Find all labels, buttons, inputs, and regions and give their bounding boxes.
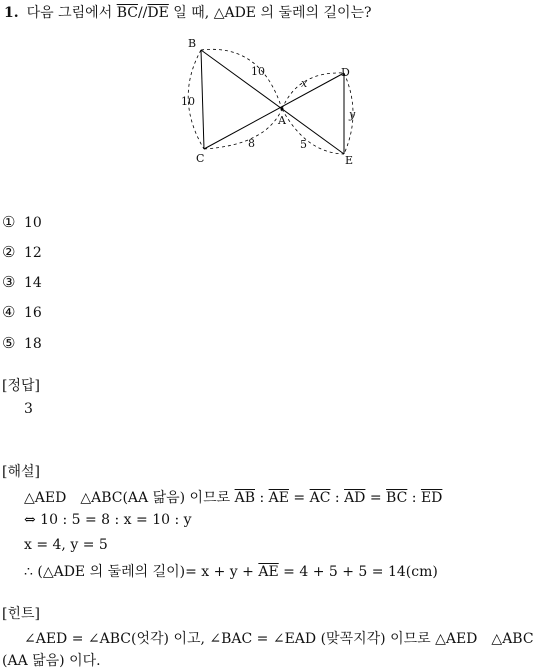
question-suffix: 일 때, △ADE 의 둘레의 길이는?: [173, 5, 372, 21]
question-title: [4, 2, 372, 22]
sol-equals: =: [288, 490, 310, 506]
length-ab: 10: [251, 65, 265, 78]
sol-seg-bc: $\overline{BC}$: [386, 490, 408, 506]
sol-seg-ae: $\overline{AE}$: [268, 490, 289, 506]
sol-triangle-aed: △AED: [24, 490, 67, 506]
length-ac: 8: [248, 137, 255, 150]
choice-2[interactable]: [2, 243, 42, 261]
choice-value: 10: [24, 215, 42, 231]
sol-seg-ae-2: $\overline{AE}$: [258, 564, 279, 580]
sol-similar-text: △ABC(AA 닮음) 이므로: [80, 490, 231, 506]
choice-4[interactable]: [2, 303, 42, 321]
choice-value: 14: [24, 275, 42, 291]
triangle-figure: [176, 33, 376, 173]
question-number: 1.: [4, 5, 19, 21]
hint-text: ∠AED = ∠ABC(엇각) 이고, ∠BAC = ∠EAD (맞꼭지각) 이므로 △AED: [24, 631, 478, 647]
answer-heading: [정답]: [2, 378, 40, 394]
choice-mark: ⑤: [2, 334, 16, 352]
line-be: [201, 50, 344, 154]
label-c: C: [196, 152, 205, 165]
hint-line-2: (AA 닮음) 이다.: [2, 653, 101, 669]
sol-perimeter-pre: ∴ (△ADE 의 둘레의 길이)= x + y +: [24, 564, 259, 580]
answer-value: 3: [24, 401, 33, 417]
hint-heading: [힌트]: [2, 606, 40, 622]
solution-line-1: [24, 487, 442, 507]
solution-line-2: ⇔ 10 : 5 = 8 : x = 10 : y: [24, 512, 192, 528]
label-e: E: [345, 154, 354, 167]
parallel-symbol: //: [137, 5, 148, 21]
length-ad: x: [301, 77, 308, 90]
solution-heading: [해설]: [2, 464, 40, 480]
choice-mark: ①: [2, 213, 16, 231]
hint-triangle-abc: △ABC: [491, 631, 534, 647]
segment-bc: $\overline{BC}$: [116, 5, 138, 21]
line-bc: [201, 50, 204, 149]
choice-value: 12: [24, 245, 42, 261]
choice-value: 18: [24, 336, 42, 352]
sol-seg-ad: $\overline{AD}$: [344, 490, 366, 506]
sol-colon: :: [407, 490, 421, 506]
solution-line-4: [24, 561, 438, 581]
sol-seg-ac: $\overline{AC}$: [309, 490, 331, 506]
sol-seg-ed: $\overline{ED}$: [420, 490, 443, 506]
choice-value: 16: [24, 305, 42, 321]
length-bc: 10: [181, 95, 195, 108]
sol-seg-ab: $\overline{AB}$: [234, 490, 255, 506]
sol-equals: =: [365, 490, 387, 506]
label-b: B: [188, 37, 197, 50]
choice-3[interactable]: [2, 273, 42, 291]
line-cd: [204, 73, 344, 149]
length-de: y: [349, 108, 356, 121]
segment-de: $\overline{DE}$: [147, 5, 169, 21]
length-ae: 5: [300, 138, 307, 151]
solution-line-3: x = 4, y = 5: [24, 537, 108, 553]
label-a: A: [278, 114, 286, 127]
sol-perimeter-post: = 4 + 5 + 5 = 14(cm): [278, 564, 438, 580]
point-a: [281, 108, 284, 111]
question-prefix: 다음 그림에서: [26, 5, 113, 21]
choice-mark: ③: [2, 273, 16, 291]
sol-colon: :: [330, 490, 345, 506]
hint-line-1: [24, 628, 534, 648]
choice-mark: ②: [2, 243, 16, 261]
choice-1[interactable]: [2, 213, 42, 231]
label-d: D: [341, 66, 350, 79]
choice-5[interactable]: [2, 334, 42, 352]
sol-colon: :: [255, 490, 269, 506]
choice-mark: ④: [2, 303, 16, 321]
